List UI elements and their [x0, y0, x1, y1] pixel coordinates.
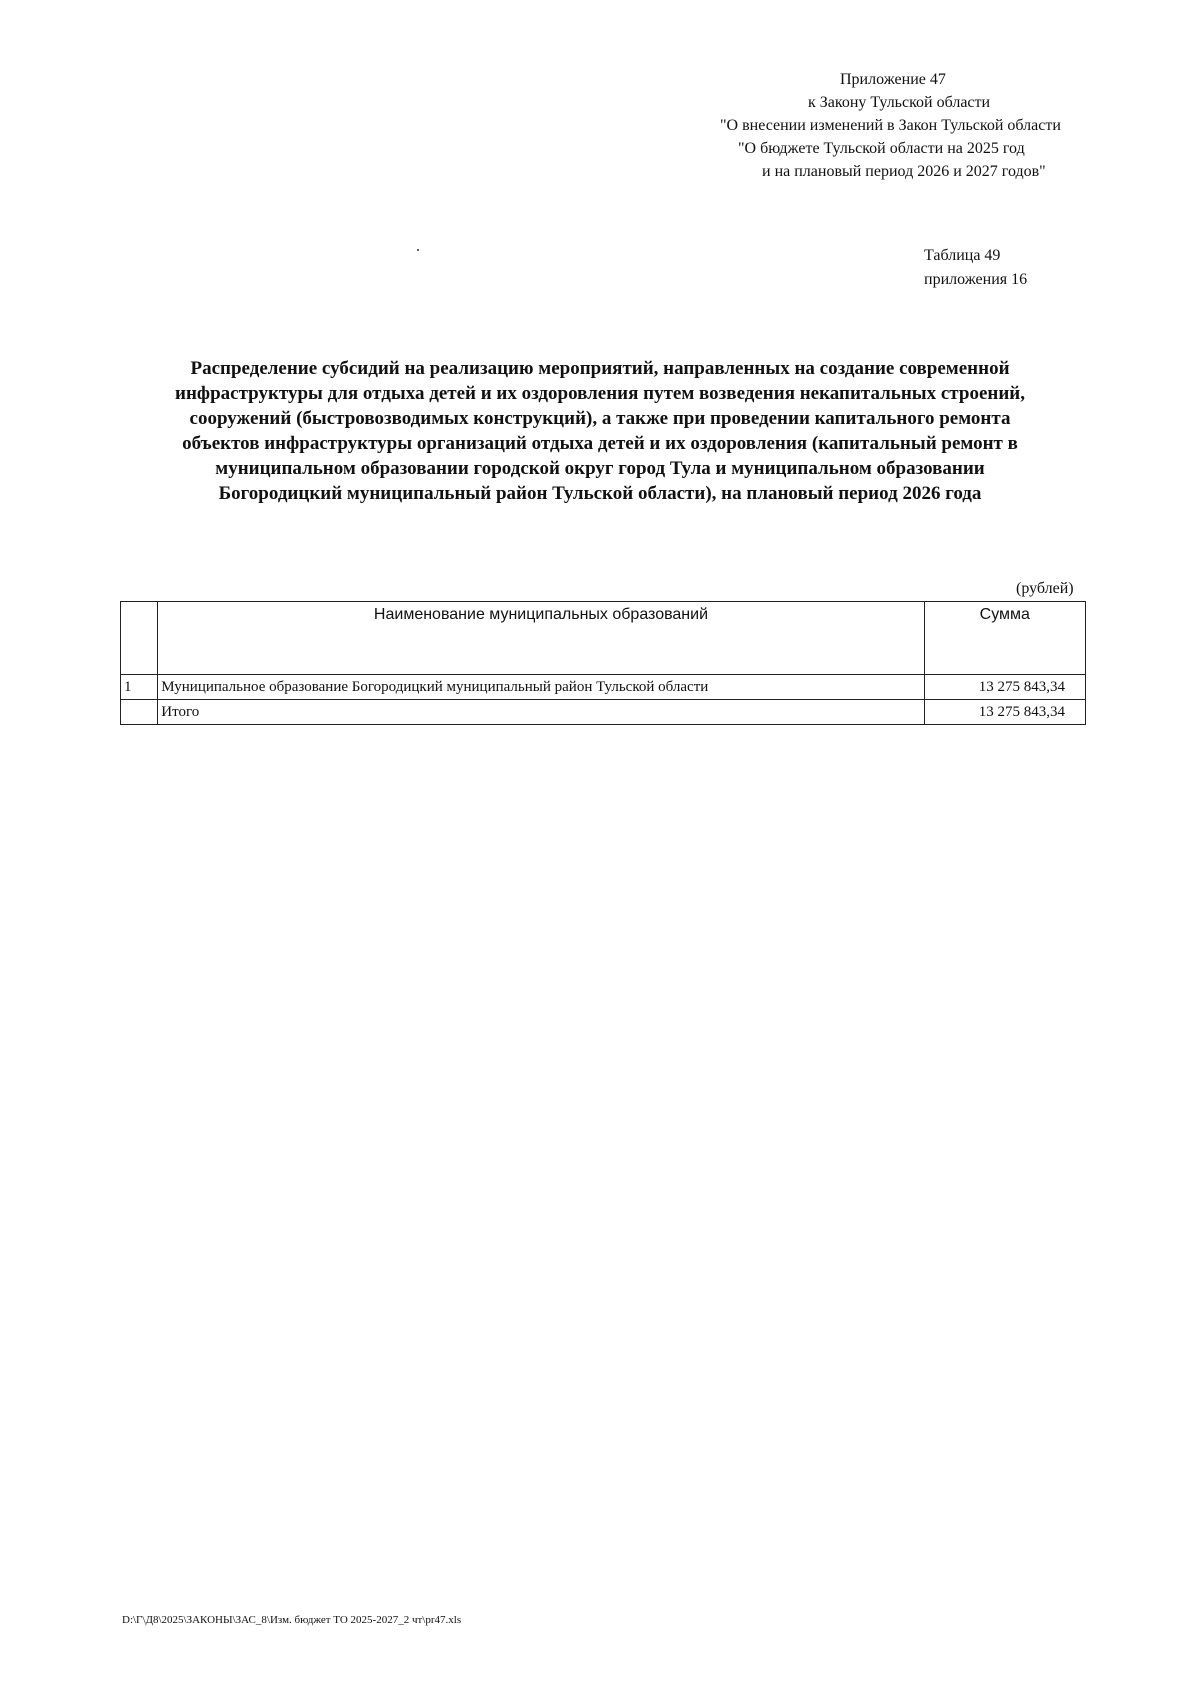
document-title [110, 356, 1090, 506]
appendix-header [700, 68, 1100, 183]
title-line-1: Распределение субсидий на реализацию мероприятий, направленных на создание современной [190, 358, 1010, 379]
title-line-3: сооружений (быстровозводимых конструкций), а также при проведении капитального ремонта [189, 408, 1011, 429]
appendix-number: Приложение 47 [840, 71, 946, 88]
table-number: Таблица 49 [924, 247, 1001, 264]
subsidy-table [120, 601, 1086, 725]
header-sum: Сумма [924, 602, 1085, 675]
table-reference [924, 244, 1027, 292]
total-sum: 13 275 843,34 [924, 700, 1085, 725]
appendix-law-title-1: "О внесении изменений в Закон Тульской области [720, 117, 1061, 134]
title-line-2: инфраструктуры для отдыха детей и их оздоровления путем возведения некапитальных строений, [175, 383, 1025, 404]
total-row [121, 700, 1086, 725]
row-number: 1 [121, 675, 158, 700]
total-label: Итого [158, 700, 924, 725]
header-number [121, 602, 158, 675]
appendix-law-title-3: и на плановый период 2026 и 2027 годов" [762, 163, 1046, 180]
table-appendix-ref: приложения 16 [924, 271, 1028, 288]
appendix-law-title-2: "О бюджете Тульской области на 2025 год [738, 140, 1025, 157]
appendix-law-ref: к Закону Тульской области [808, 94, 991, 111]
header-name: Наименование муниципальных образований [158, 602, 924, 675]
title-line-5: муниципальном образовании городской округ город Тула и муниципальном образовании [215, 458, 985, 479]
units-label: (рублей) [1016, 580, 1074, 597]
table-header-row [121, 602, 1086, 675]
row-municipality-name: Муниципальное образование Богородицкий муниципальный район Тульской области [158, 675, 924, 700]
title-line-6: Богородицкий муниципальный район Тульской области), на плановый период 2026 года [218, 483, 982, 504]
scan-speck [417, 249, 419, 251]
table-row [121, 675, 1086, 700]
total-number [121, 700, 158, 725]
source-file-path: D:\Г\Д8\2025\ЗАКОНЫ\ЗАС_8\Изм. бюджет ТО 2025-2027_2 чт\pr47.xls [122, 1614, 462, 1626]
row-sum: 13 275 843,34 [924, 675, 1085, 700]
title-line-4: объектов инфраструктуры организаций отдыха детей и их оздоровления (капитальный ремонт в [182, 433, 1018, 454]
